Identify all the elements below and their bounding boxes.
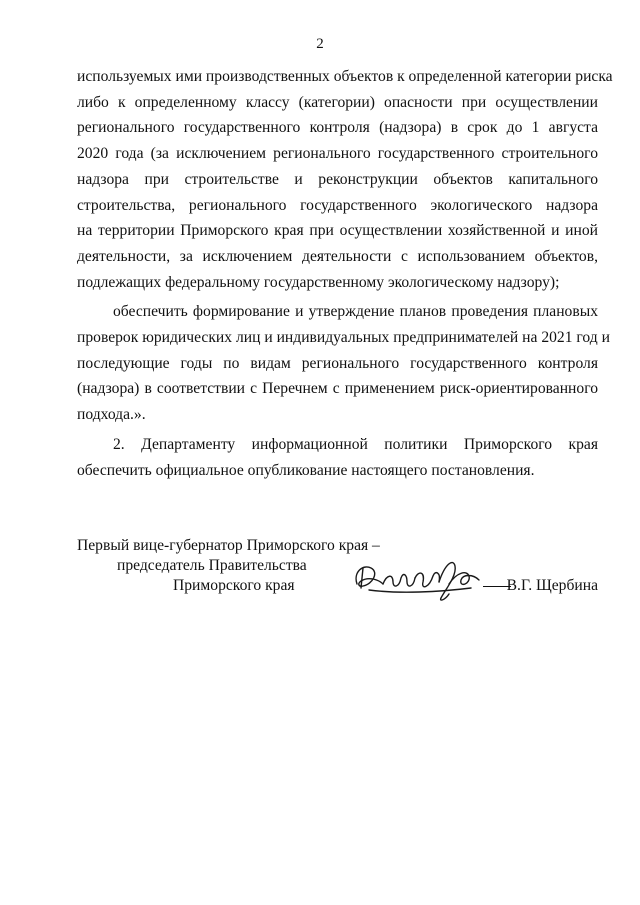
- text-line: используемых ими производственных объектов к определенной категории риска: [77, 68, 613, 85]
- text-line: либо к определенному классу (категории) опасности при осуществлении: [77, 93, 598, 111]
- text-line: 2. Департаменту информационной политики Приморского края: [113, 435, 598, 453]
- signature-block: [77, 536, 598, 606]
- text-line: обеспечить официальное опубликование настоящего постановления.: [77, 461, 535, 479]
- signatory-title-line-3: Приморского края: [173, 577, 295, 594]
- signatory-title-line-1: Первый вице-губернатор Приморского края –: [77, 537, 380, 554]
- text-line: деятельности, за исключением деятельности с использованием объектов,: [77, 247, 598, 265]
- text-line: подхода.».: [77, 406, 146, 424]
- text-line: надзора при строительстве и реконструкции объектов капитального: [77, 170, 598, 188]
- handwritten-signature: [349, 554, 499, 604]
- text-line: обеспечить формирование и утверждение планов проведения плановых: [113, 303, 598, 321]
- page-number: 2: [316, 36, 324, 52]
- document-body: [77, 64, 613, 483]
- text-line: проверок юридических лиц и индивидуальных предпринимателей на 2021 год и: [77, 329, 610, 347]
- text-line: последующие годы по видам регионального государственного контроля: [77, 354, 598, 372]
- signatory-title-line-2: председатель Правительства: [117, 557, 307, 574]
- text-line: регионального государственного контроля (надзора) в срок до 1 августа: [77, 119, 598, 137]
- text-line: строительства, регионального государственного экологического надзора: [77, 196, 598, 214]
- text-line: подлежащих федеральному государственному экологическому надзору);: [77, 273, 560, 291]
- text-line: 2020 года (за исключением регионального государственного строительного: [77, 145, 598, 163]
- text-line: (надзора) в соответствии с Перечнем с применением риск-ориентированного: [77, 380, 598, 398]
- signatory-name: В.Г. Щербина: [506, 577, 598, 594]
- text-line: на территории Приморского края при осуществлении хозяйственной и иной: [77, 222, 598, 240]
